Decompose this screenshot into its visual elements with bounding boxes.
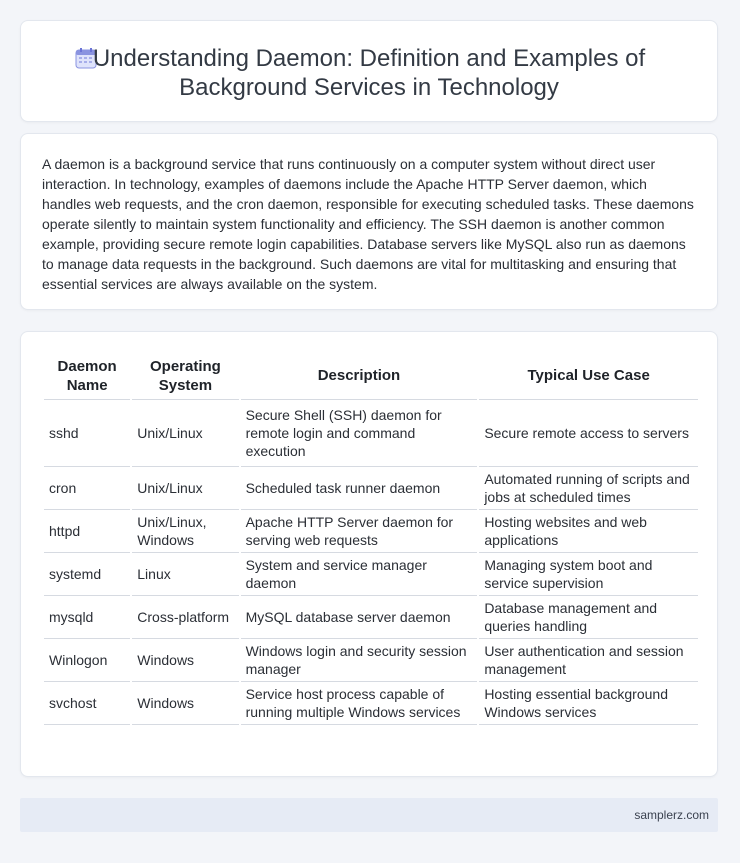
table-cell: mysqld xyxy=(44,596,130,639)
table-cell: Unix/Linux xyxy=(132,467,238,510)
page-title: Understanding Daemon: Definition and Examples of Background Services in Technology xyxy=(92,45,646,101)
column-header: Daemon Name xyxy=(44,352,130,400)
table-cell: System and service manager daemon xyxy=(241,553,478,596)
table-cell: Hosting essential background Windows services xyxy=(479,682,698,725)
table-cell: Scheduled task runner daemon xyxy=(241,467,478,510)
source-link[interactable]: samplerz.com xyxy=(634,808,709,822)
table-cell: Service host process capable of running multiple Windows services xyxy=(241,682,478,725)
table-row xyxy=(44,400,698,467)
daemon-table xyxy=(42,352,700,725)
table-cell: Automated running of scripts and jobs at scheduled times xyxy=(479,467,698,510)
table-cell: systemd xyxy=(44,553,130,596)
intro-card xyxy=(20,133,718,310)
table-cell: Windows xyxy=(132,682,238,725)
table-cell: Winlogon xyxy=(44,639,130,682)
table-row xyxy=(44,467,698,510)
table-cell: MySQL database server daemon xyxy=(241,596,478,639)
table-row xyxy=(44,639,698,682)
table-row xyxy=(44,553,698,596)
table-cell: Secure Shell (SSH) daemon for remote login and command execution xyxy=(241,400,478,467)
table-cell: Unix/Linux, Windows xyxy=(132,510,238,553)
column-header: Typical Use Case xyxy=(479,352,698,400)
intro-paragraph: A daemon is a background service that runs continuously on a computer system without direct user interaction. In technology, examples of daemons include the Apache HTTP Server daemon, which handles web requests, and the cron daemon, responsible for executing scheduled tasks. These daemons operate silently to maintain system functionality and efficiency. The SSH daemon is another common example, providing secure remote login capabilities. Database servers like MySQL also run as daemons to manage data requests in the background. Such daemons are vital for multitasking and ensuring that essential services are always available on the system. xyxy=(42,156,694,292)
table-cell: httpd xyxy=(44,510,130,553)
table-cell: User authentication and session management xyxy=(479,639,698,682)
column-header: Operating System xyxy=(132,352,238,400)
table-row xyxy=(44,510,698,553)
header-card xyxy=(20,20,718,122)
table-row xyxy=(44,596,698,639)
table-cell: svchost xyxy=(44,682,130,725)
table-cell: sshd xyxy=(44,400,130,467)
table-cell: Apache HTTP Server daemon for serving web requests xyxy=(241,510,478,553)
table-cell: Secure remote access to servers xyxy=(479,400,698,467)
table-card xyxy=(20,331,718,777)
table-cell: Database management and queries handling xyxy=(479,596,698,639)
table-cell: Windows login and security session manager xyxy=(241,639,478,682)
table-cell: Hosting websites and web applications xyxy=(479,510,698,553)
table-cell: Cross-platform xyxy=(132,596,238,639)
table-header-row xyxy=(44,352,698,400)
footer-bar xyxy=(20,798,718,832)
table-row xyxy=(44,682,698,725)
table-cell: Managing system boot and service supervision xyxy=(479,553,698,596)
column-header: Description xyxy=(241,352,478,400)
table-cell: Unix/Linux xyxy=(132,400,238,467)
table-cell: cron xyxy=(44,467,130,510)
table-cell: Linux xyxy=(132,553,238,596)
table-cell: Windows xyxy=(132,639,238,682)
